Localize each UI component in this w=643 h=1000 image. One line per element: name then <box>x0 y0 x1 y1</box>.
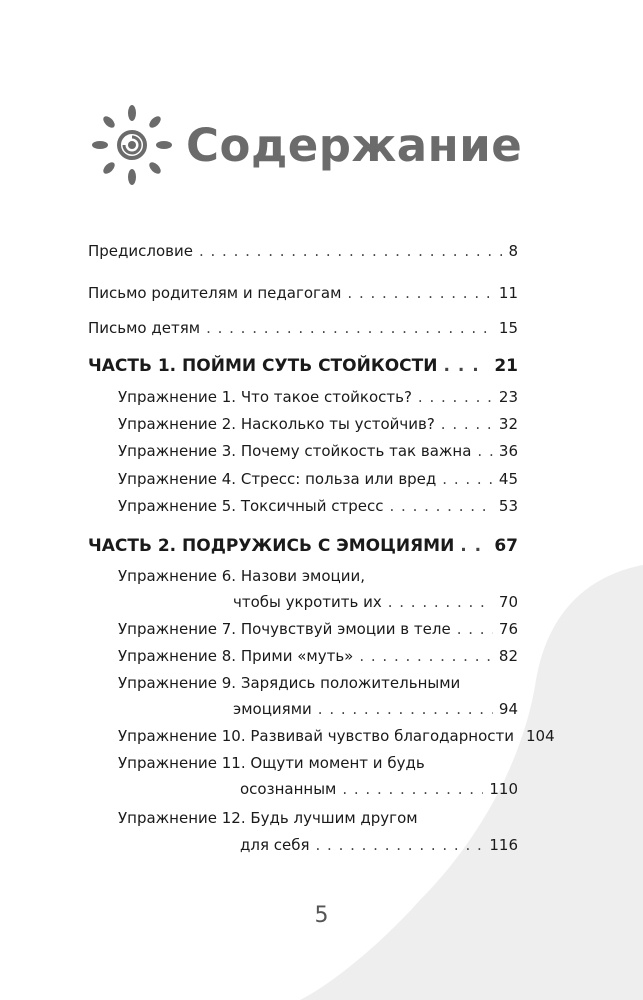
toc-exercise-3[interactable]: Упражнение 3. Почему стойкость так важна . . . 36 <box>118 441 518 461</box>
page-title: Содержание <box>186 118 523 172</box>
toc-exercise-11[interactable]: осознанным . . . 110 <box>240 779 518 799</box>
toc-entry-kids-letter[interactable]: Письмо детям . . . 15 <box>88 318 518 338</box>
sun-icon <box>88 101 176 189</box>
toc-exercise-4[interactable]: Упражнение 4. Стресс: польза или вред . . . 45 <box>118 469 518 489</box>
toc-exercise-6-line1: Упражнение 6. Назови эмоции, <box>118 567 366 585</box>
toc-exercise-11-line1: Упражнение 11. Ощути момент и будь <box>118 754 425 772</box>
toc-exercise-9-line1: Упражнение 9. Зарядись положительными <box>118 674 461 692</box>
toc-exercise-8[interactable]: Упражнение 8. Прими «муть» . . . 82 <box>118 646 518 666</box>
toc-header <box>88 100 522 190</box>
toc-exercise-5[interactable]: Упражнение 5. Токсичный стресс . . . 53 <box>118 496 518 516</box>
toc-exercise-12[interactable]: для себя . . . 116 <box>240 835 518 855</box>
toc-entry-parents-letter[interactable]: Письмо родителям и педагогам . . . 11 <box>88 283 518 303</box>
toc-exercise-10[interactable]: Упражнение 10. Развивай чувство благодарности 104 <box>118 727 555 745</box>
toc-exercise-12-line1: Упражнение 12. Будь лучшим другом <box>118 809 418 827</box>
toc-part-1[interactable]: ЧАСТЬ 1. ПОЙМИ СУТЬ СТОЙКОСТИ . . . 21 <box>88 356 518 376</box>
toc-exercise-2[interactable]: Упражнение 2. Насколько ты устойчив? . . . 32 <box>118 414 518 434</box>
toc-exercise-7[interactable]: Упражнение 7. Почувствуй эмоции в теле . . . 76 <box>118 619 518 639</box>
page-number: 5 <box>314 903 329 928</box>
toc-exercise-6[interactable]: чтобы укротить их . . . 70 <box>233 592 518 612</box>
toc-exercise-1[interactable]: Упражнение 1. Что такое стойкость? . . . 23 <box>118 387 518 407</box>
toc-exercise-9[interactable]: эмоциями . . . 94 <box>233 699 518 719</box>
toc-part-2[interactable]: ЧАСТЬ 2. ПОДРУЖИСЬ С ЭМОЦИЯМИ . . . 67 <box>88 536 518 556</box>
toc-entry-preface[interactable]: Предисловие . . . 8 <box>88 241 518 261</box>
